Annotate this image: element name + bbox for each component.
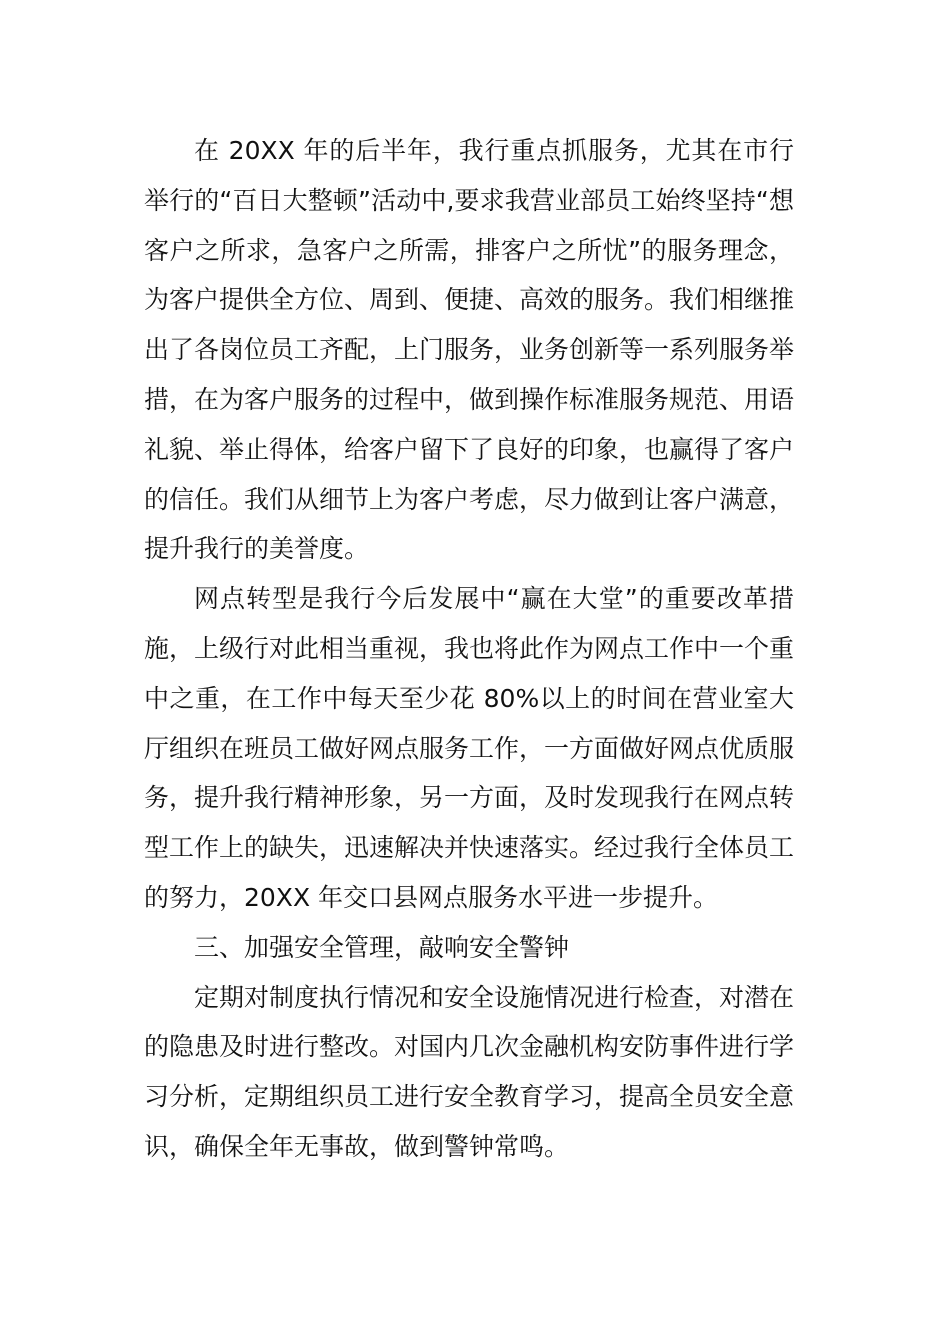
section-heading-security: 三、加强安全管理，敲响安全警钟 [194,932,570,962]
document-body [144,126,794,1172]
paragraph-branch-transformation: 网点转型是我行今后发展中“赢在大堂”的重要改革措施，上级行对此相当重视，我也将此作为网点工作中一个重中之重，在工作中每天至少花 80%以上的时间在营业室大厅组织在班员工做好网点服务工作，一方面做好网点优质服务，提升我行精神形象，另一方面，及时发现我行在网点转型工作上的缺失，迅速解决并快速落实。经过我行全体员工的努力，20XX 年交口县网点服务水平进一步提升。 [144,584,795,912]
paragraph-security: 定期对制度执行情况和安全设施情况进行检查，对潜在的隐患及时进行整改。对国内几次金融机构安防事件进行学习分析，定期组织员工进行安全教育学习，提高全员安全意识，确保全年无事故，做到警钟常鸣。 [144,982,795,1161]
paragraph-service: 在 20XX 年的后半年，我行重点抓服务，尤其在市行举行的“百日大整顿”活动中,要求我营业部员工始终坚持“想客户之所求，急客户之所需，排客户之所忧”的服务理念，为客户提供全方位、周到、便捷、高效的服务。我们相继推出了各岗位员工齐配，上门服务，业务创新等一系列服务举措，在为客户服务的过程中，做到操作标准服务规范、用语礼貌、举止得体，给客户留下了良好的印象，也赢得了客户的信任。我们从细节上为客户考虑，尽力做到让客户满意，提升我行的美誉度。 [144,136,795,564]
